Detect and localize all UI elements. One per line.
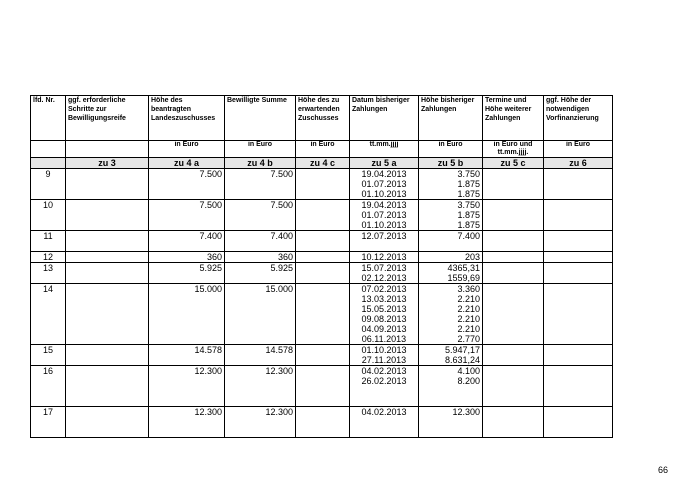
cell-zahlungen (419, 169, 483, 200)
cell-nr: 11 (31, 231, 66, 252)
payment-date: 04.09.2013 (361, 324, 407, 334)
table-row (31, 252, 613, 263)
cell-datum (350, 263, 419, 284)
cell-datum (350, 231, 419, 252)
cell-termine (483, 284, 544, 345)
unit-cell (66, 141, 149, 158)
payment-amount: 2.210 (457, 304, 480, 314)
cell-zahlungen (419, 200, 483, 231)
col-header-vorfinanzierung: ggf. Höhe der notwendigen Vorfinanzierung (544, 96, 613, 141)
ref-cell: zu 6 (544, 158, 613, 169)
ref-cell: zu 5 c (483, 158, 544, 169)
cell-antrag: 14.578 (149, 345, 225, 366)
cell-erwartet (296, 231, 350, 252)
cell-zahlungen (419, 252, 483, 263)
cell-nr: 9 (31, 169, 66, 200)
payment-amount: 8.200 (457, 376, 480, 386)
payment-date: 13.03.2013 (361, 294, 407, 304)
cell-datum (350, 169, 419, 200)
cell-termine (483, 252, 544, 263)
col-header-zahlungen: Höhe bisheriger Zahlungen (419, 96, 483, 141)
ref-cell (31, 158, 66, 169)
cell-vorfinanzierung (544, 200, 613, 231)
col-header-antrag: Höhe des beantragten Landeszuschusses (149, 96, 225, 141)
payment-amount: 2.770 (457, 334, 480, 344)
table-row (31, 169, 613, 200)
table-row (31, 345, 613, 366)
header-row (31, 96, 613, 141)
payment-amount: 3.750 (457, 200, 480, 210)
unit-cell: in Euro (296, 141, 350, 158)
payment-amount: 8.631,24 (444, 355, 480, 365)
cell-erwartet (296, 345, 350, 366)
cell-zahlungen (419, 263, 483, 284)
unit-cell: tt.mm.jjjj (350, 141, 419, 158)
cell-termine (483, 231, 544, 252)
payment-amount: 1559,69 (447, 273, 480, 283)
cell-datum (350, 407, 419, 438)
table-row (31, 200, 613, 231)
cell-erwartet (296, 263, 350, 284)
units-row (31, 141, 613, 158)
col-header-termine: Termine und Höhe weiterer Zahlungen (483, 96, 544, 141)
cell-erwartet (296, 284, 350, 345)
payments-table (30, 95, 613, 438)
payment-date: 26.02.2013 (361, 376, 407, 386)
cell-erwartet (296, 366, 350, 407)
cell-antrag: 7.500 (149, 200, 225, 231)
ref-cell: zu 4 a (149, 158, 225, 169)
cell-zahlungen (419, 231, 483, 252)
cell-zahlungen (419, 407, 483, 438)
table-row (31, 284, 613, 345)
payment-date: 01.10.2013 (361, 220, 407, 230)
payment-date: 27.11.2013 (361, 355, 407, 365)
payment-date: 09.08.2013 (361, 314, 407, 324)
cell-nr: 13 (31, 263, 66, 284)
payment-amount: 2.210 (457, 294, 480, 304)
cell-bewilligt: 14.578 (225, 345, 296, 366)
cell-vorfinanzierung (544, 407, 613, 438)
cell-schritte (66, 366, 149, 407)
table-row (31, 407, 613, 438)
payment-date: 12.07.2013 (361, 231, 407, 241)
cell-vorfinanzierung (544, 252, 613, 263)
cell-antrag: 5.925 (149, 263, 225, 284)
unit-cell: in Euro (544, 141, 613, 158)
table-row (31, 263, 613, 284)
payment-amount: 2.210 (457, 324, 480, 334)
col-header-schritte: ggf. erforderliche Schritte zur Bewilligungsreife (66, 96, 149, 141)
payment-amount: 3.360 (457, 284, 480, 294)
cell-zahlungen (419, 345, 483, 366)
cell-antrag: 360 (149, 252, 225, 263)
payment-amount: 4.100 (457, 366, 480, 376)
cell-vorfinanzierung (544, 284, 613, 345)
cell-nr: 17 (31, 407, 66, 438)
unit-cell: in Euro und tt.mm.jjjj. (483, 141, 544, 158)
cell-bewilligt: 15.000 (225, 284, 296, 345)
cell-datum (350, 200, 419, 231)
payment-amount: 3.750 (457, 169, 480, 179)
cell-bewilligt: 7.400 (225, 231, 296, 252)
cell-bewilligt: 5.925 (225, 263, 296, 284)
cell-bewilligt: 7.500 (225, 169, 296, 200)
cell-termine (483, 407, 544, 438)
payment-date: 04.02.2013 (361, 407, 407, 417)
payment-date: 15.05.2013 (361, 304, 407, 314)
cell-bewilligt: 12.300 (225, 407, 296, 438)
ref-cell: zu 3 (66, 158, 149, 169)
cell-datum (350, 345, 419, 366)
payment-amount: 12.300 (452, 407, 480, 417)
cell-bewilligt: 7.500 (225, 200, 296, 231)
payment-amount: 1.875 (457, 220, 480, 230)
cell-schritte (66, 169, 149, 200)
cell-schritte (66, 252, 149, 263)
cell-termine (483, 200, 544, 231)
cell-vorfinanzierung (544, 231, 613, 252)
cell-nr: 15 (31, 345, 66, 366)
payment-amount: 1.875 (457, 189, 480, 199)
cell-nr: 10 (31, 200, 66, 231)
payment-date: 01.07.2013 (361, 210, 407, 220)
cell-termine (483, 263, 544, 284)
cell-nr: 14 (31, 284, 66, 345)
cell-schritte (66, 231, 149, 252)
cell-antrag: 7.400 (149, 231, 225, 252)
cell-antrag: 7.500 (149, 169, 225, 200)
cell-antrag: 12.300 (149, 407, 225, 438)
payment-date: 07.02.2013 (361, 284, 407, 294)
cell-termine (483, 366, 544, 407)
cell-nr: 12 (31, 252, 66, 263)
cell-nr: 16 (31, 366, 66, 407)
payment-date: 10.12.2013 (361, 252, 407, 262)
payment-date: 01.10.2013 (361, 189, 407, 199)
payment-amount: 5.947,17 (444, 345, 480, 355)
cell-schritte (66, 407, 149, 438)
page-number: 66 (658, 465, 669, 475)
cell-schritte (66, 284, 149, 345)
cell-schritte (66, 263, 149, 284)
payment-amount: 1.875 (457, 210, 480, 220)
unit-cell: in Euro (225, 141, 296, 158)
cell-bewilligt: 360 (225, 252, 296, 263)
table-row (31, 366, 613, 407)
payment-date: 15.07.2013 (361, 263, 407, 273)
ref-cell: zu 4 b (225, 158, 296, 169)
cell-vorfinanzierung (544, 366, 613, 407)
cell-erwartet (296, 169, 350, 200)
cell-vorfinanzierung (544, 345, 613, 366)
payment-amount: 203 (464, 252, 480, 262)
ref-cell: zu 4 c (296, 158, 350, 169)
payment-date: 02.12.2013 (361, 273, 407, 283)
cell-termine (483, 345, 544, 366)
cell-termine (483, 169, 544, 200)
cell-vorfinanzierung (544, 169, 613, 200)
unit-cell: in Euro (419, 141, 483, 158)
cell-bewilligt: 12.300 (225, 366, 296, 407)
cell-datum (350, 252, 419, 263)
payment-amount: 2.210 (457, 314, 480, 324)
payment-date: 01.07.2013 (361, 179, 407, 189)
col-header-bewilligt: Bewilligte Summe (225, 96, 296, 141)
cell-zahlungen (419, 366, 483, 407)
payment-amount: 7.400 (457, 231, 480, 241)
ref-cell: zu 5 a (350, 158, 419, 169)
unit-cell: in Euro (149, 141, 225, 158)
refs-row (31, 158, 613, 169)
payment-amount: 1.875 (457, 179, 480, 189)
col-header-nr: lfd. Nr. (31, 96, 66, 141)
payment-date: 01.10.2013 (361, 345, 407, 355)
cell-erwartet (296, 407, 350, 438)
cell-schritte (66, 345, 149, 366)
cell-vorfinanzierung (544, 263, 613, 284)
cell-antrag: 15.000 (149, 284, 225, 345)
table-row (31, 231, 613, 252)
unit-cell (31, 141, 66, 158)
cell-datum (350, 284, 419, 345)
cell-schritte (66, 200, 149, 231)
cell-zahlungen (419, 284, 483, 345)
payment-date: 19.04.2013 (361, 200, 407, 210)
payment-date: 19.04.2013 (361, 169, 407, 179)
col-header-datum: Datum bisheriger Zahlungen (350, 96, 419, 141)
payment-date: 06.11.2013 (361, 334, 407, 344)
cell-antrag: 12.300 (149, 366, 225, 407)
payment-amount: 4365,31 (447, 263, 480, 273)
cell-erwartet (296, 252, 350, 263)
ref-cell: zu 5 b (419, 158, 483, 169)
cell-erwartet (296, 200, 350, 231)
cell-datum (350, 366, 419, 407)
col-header-erwartet: Höhe des zu erwartenden Zuschusses (296, 96, 350, 141)
payment-date: 04.02.2013 (361, 366, 407, 376)
